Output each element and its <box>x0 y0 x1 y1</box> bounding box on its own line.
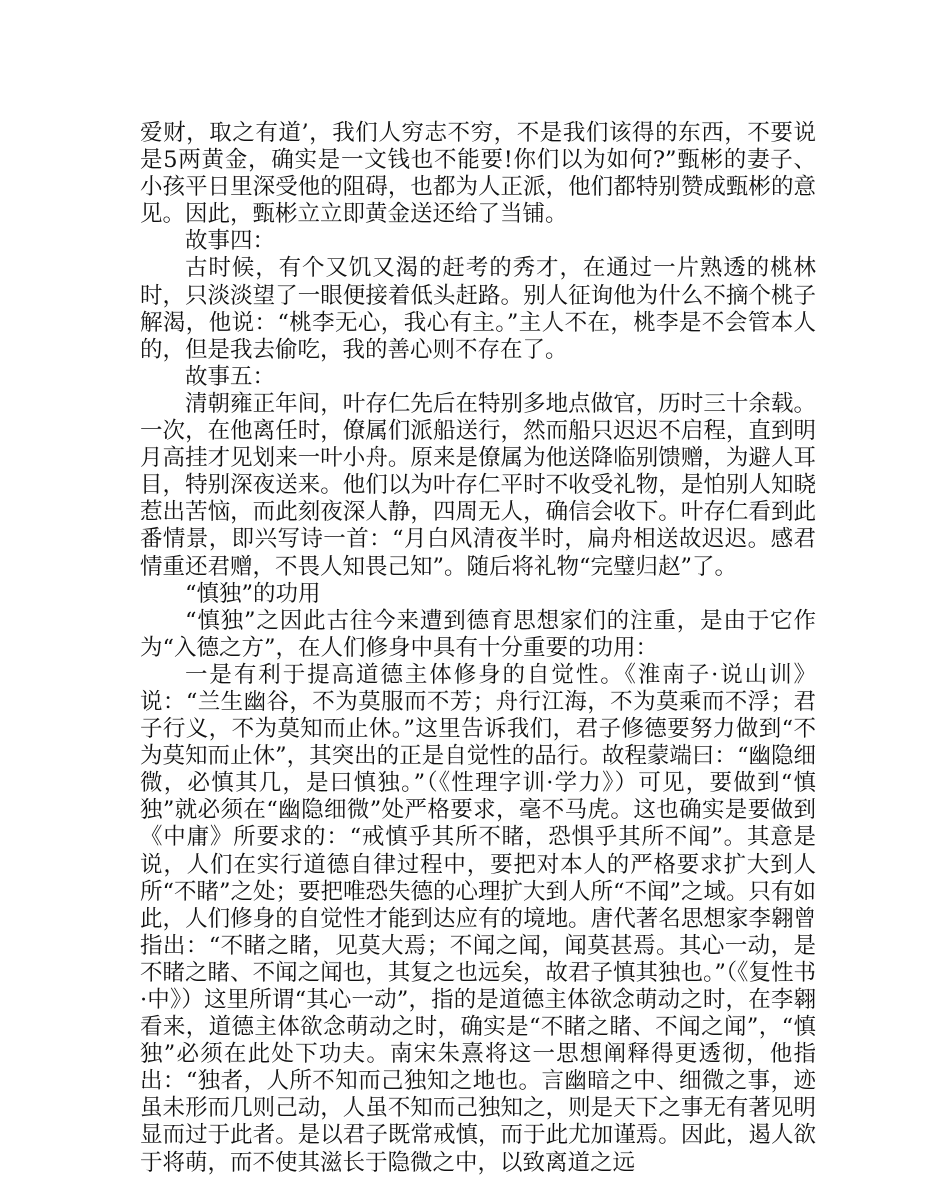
heading-shendu-function: “慎独”的功用 <box>185 580 321 607</box>
heading-story-four: 故事四： <box>185 228 276 255</box>
paragraph-1: 爱财，取之有道’，我们人穷志不穷，不是我们该得的东西，不要说是5两黄金，确实是一文钱也不能要!你们以为如何?”甄彬的妻子、小孩平日里深受他的阻碍，也都为人正派，他们都特别赞成甄彬的意见。因此，甄彬立立即黄金送还给了当铺。 <box>140 120 816 228</box>
paragraph-story-four: 古时候，有个又饥又渴的赶考的秀才，在通过一片熟透的桃林时，只淡淡望了一眼便接着低头赶路。别人征询他为什么不摘个桃子解渴，他说：“桃李无心，我心有主。”主人不在，桃李是不会管本人的，但是我去偷吃，我的善心则不存在了。 <box>140 255 816 363</box>
paragraph-shendu-intro: “慎独”之因此古往今来遭到德育思想家们的注重，是由于它作为“入德之方”，在人们修身中具有十分重要的功用： <box>140 607 816 661</box>
paragraph-story-five: 清朝雍正年间，叶存仁先后在特别多地点做官，历时三十余载。一次，在他离任时，僚属们派船送行，然而船只迟迟不启程，直到明月高挂才见划来一叶小舟。原来是僚属为他送降临别馈赠，为避人耳目，特别深夜送来。他们以为叶存仁平时不收受礼物，是怕别人知晓惹出苦恼，而此刻夜深人静，四周无人，确信会收下。叶存仁看到此番情景，即兴写诗一首：“月白风清夜半时，扁舟相送故迟迟。感君情重还君赠，不畏人知畏己知”。随后将礼物“完璧归赵”了。 <box>140 390 816 580</box>
heading-story-five: 故事五： <box>185 363 276 390</box>
paragraph-point-one: 一是有利于提高道德主体修身的自觉性。《淮南子·说山训》说：“兰生幽谷，不为莫服而不芳；舟行江海，不为莫乘而不浮；君子行义，不为莫知而止休。”这里告诉我们，君子修德要努力做到“不为莫知而止休”，其突出的正是自觉性的品行。故程蒙端曰：“幽隐细微，必慎其几，是曰慎独。”（《性理字训·学力》）可见，要做到“慎独”就必须在“幽隐细微”处严格要求，毫不马虎。这也确实是要做到《中庸》所要求的：“戒慎乎其所不睹，恐惧乎其所不闻”。其意是说，人们在实行道德自律过程中，要把对本人的严格要求扩大到人所“不睹”之处；要把唯恐失德的心理扩大到人所“不闻”之域。只有如此，人们修身的自觉性才能到达应有的境地。唐代著名思想家李翱曾指出：“不睹之睹，见莫大焉；不闻之闻，闻莫甚焉。其心一动，是不睹之睹、不闻之闻也，其复之也远矣，故君子慎其独也。”（《复性书·中》）这里所谓“其心一动”，指的是道德主体欲念萌动之时，在李翱看来，道德主体欲念萌动之时，确实是“不睹之睹、不闻之闻”，“慎独”必须在此处下功夫。南宋朱熹将这一思想阐释得更透彻，他指出：“独者，人所不知而己独知之地也。言幽暗之中、细微之事，迹虽未形而几则己动，人虽不知而己独知之，则是天下之事无有著见明显而过于此者。是以君子既常戒慎，而于此尤加谨焉。因此，遏人欲于将萌，而不使其滋长于隐微之中，以致离道之远 <box>140 661 817 1176</box>
document-body <box>140 120 816 1177</box>
